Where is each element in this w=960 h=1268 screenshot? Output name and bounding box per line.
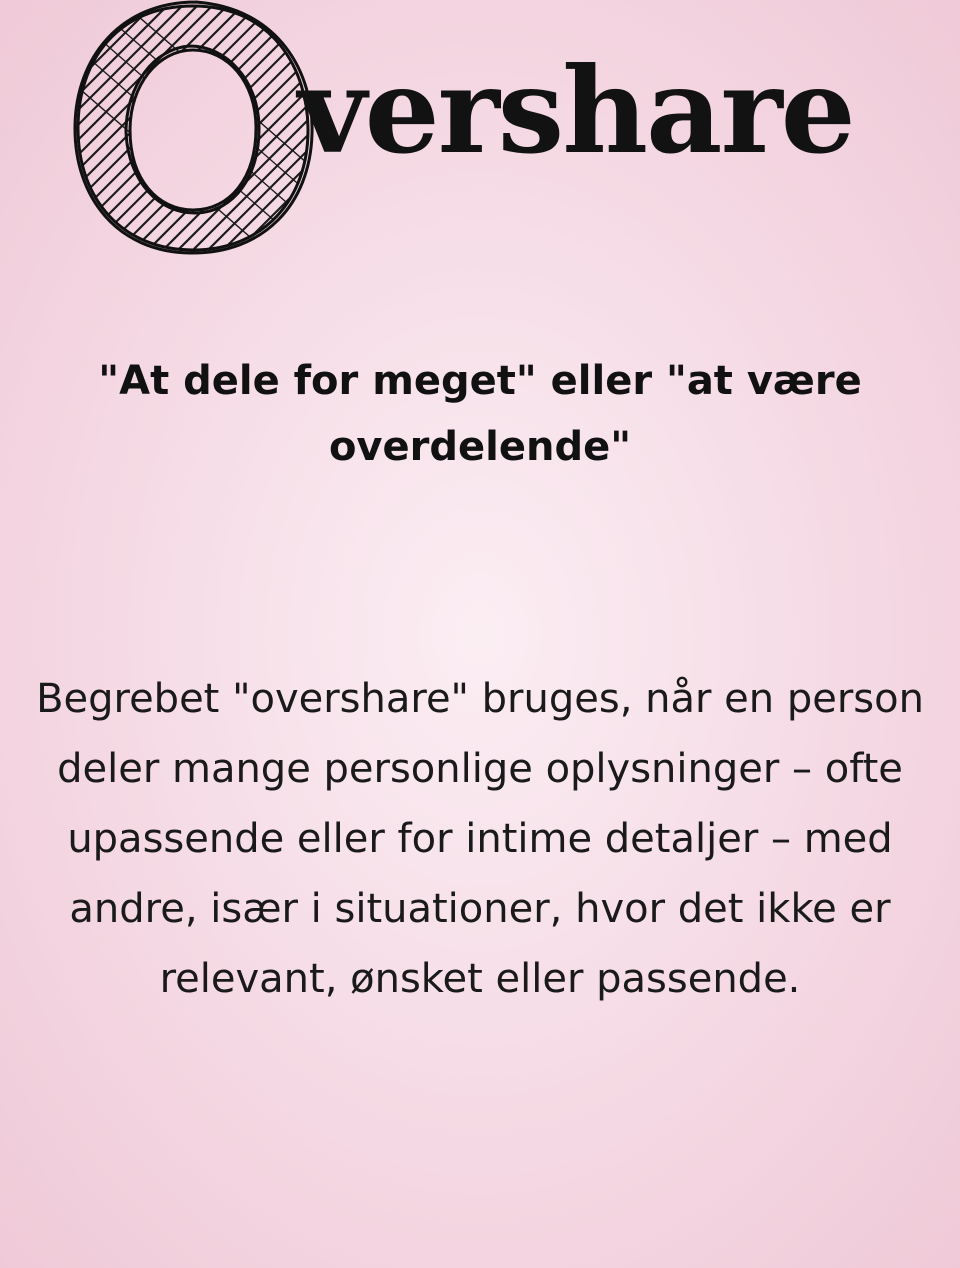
definition-paragraph: Begrebet "overshare" bruges, når en person deler mange personlige oplysninger – ofte upassende eller for intime detaljer – med andre, især i situationer, hvor det ikke er relevant, ønsket eller passende. <box>36 676 924 1002</box>
title-text: vershare <box>298 41 854 180</box>
sketched-letter-o-icon <box>68 0 318 255</box>
title <box>60 0 920 260</box>
subtitle: "At dele for meget" eller "at være overdelende" <box>98 358 862 470</box>
